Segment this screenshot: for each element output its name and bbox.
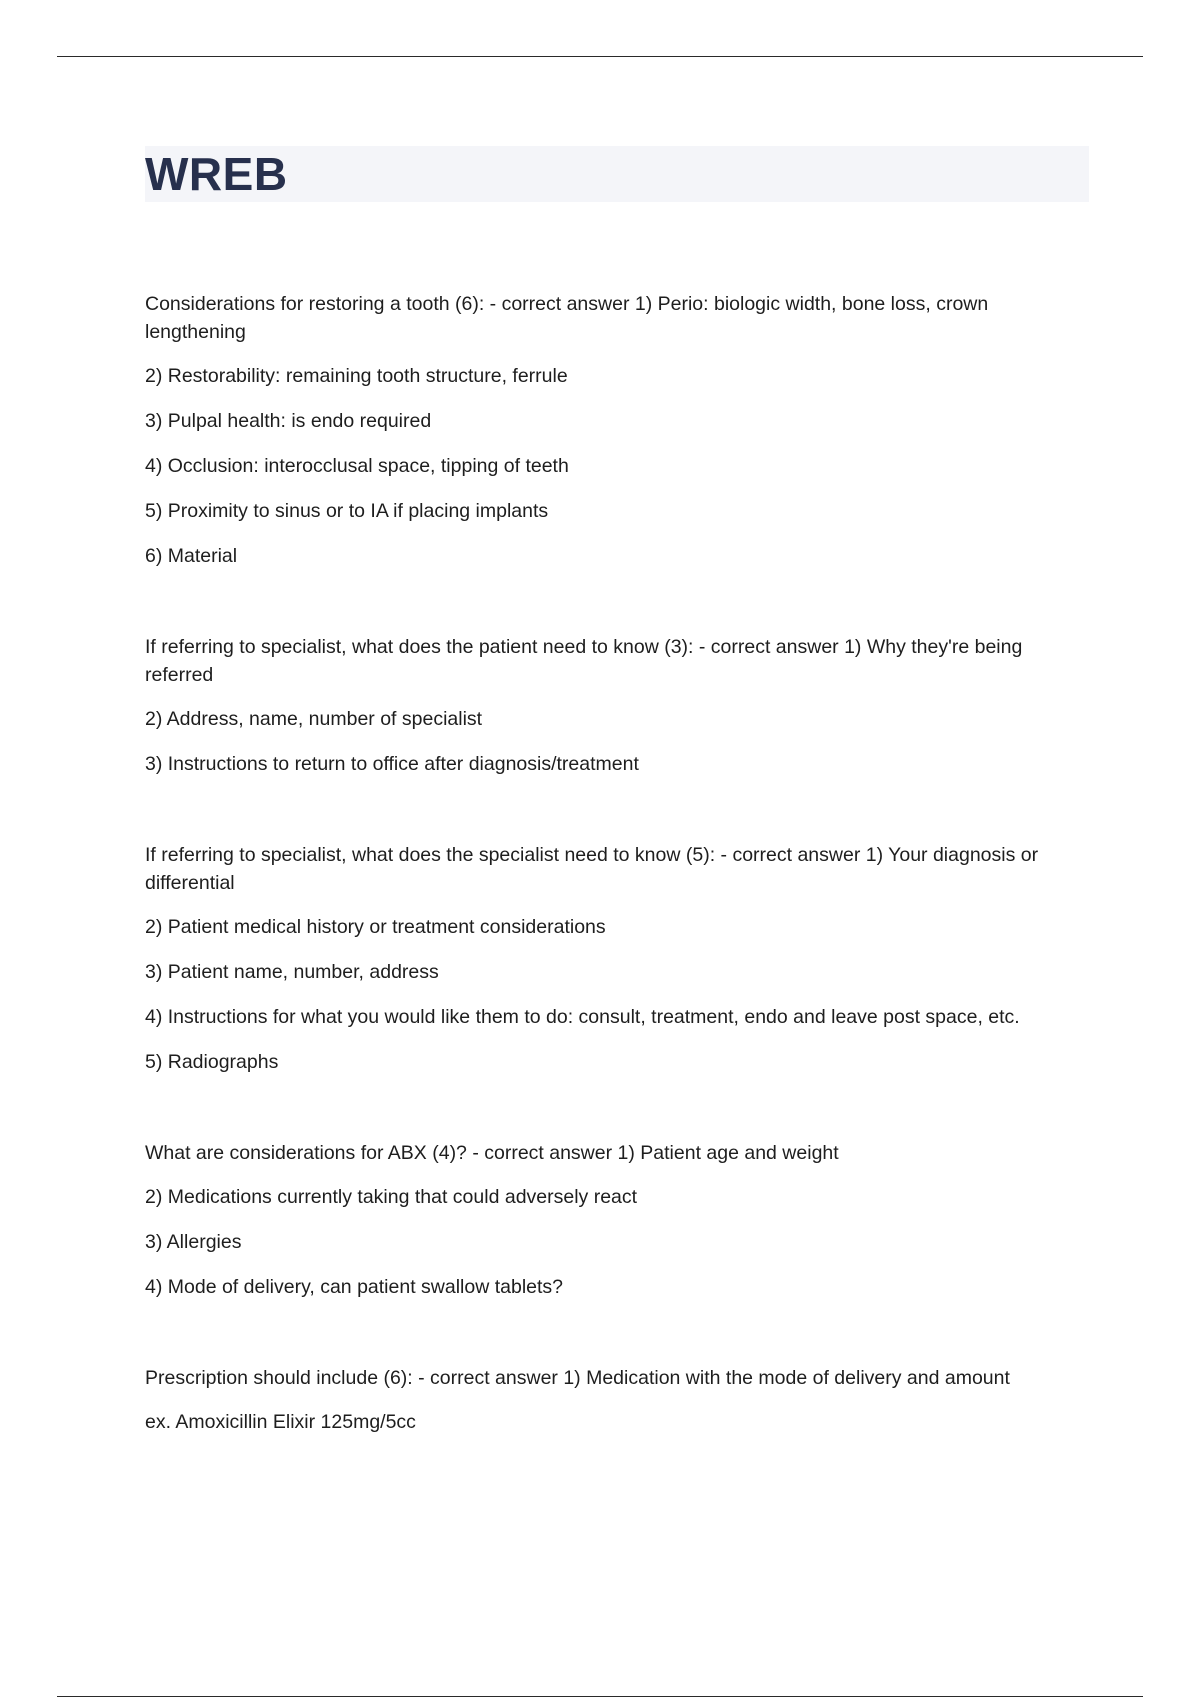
answer-line: 5) Proximity to sinus or to IA if placing implants	[145, 500, 549, 522]
answer-line: ex. Amoxicillin Elixir 125mg/5cc	[145, 1411, 416, 1433]
answer-line: 2) Medications currently taking that could adversely react	[145, 1186, 638, 1208]
answer-line: 3) Instructions to return to office after diagnosis/treatment	[145, 753, 639, 775]
question: If referring to specialist, what does the patient need to know (3): - correct answer 1) Why they're being referred	[145, 636, 1023, 686]
bottom-rule	[57, 1696, 1143, 1697]
answer-line: 2) Restorability: remaining tooth structure, ferrule	[145, 365, 568, 387]
document-title: WREB	[145, 148, 288, 200]
qa-card	[145, 841, 1089, 1076]
answer-line: 3) Pulpal health: is endo required	[145, 410, 432, 432]
qa-card	[145, 290, 1089, 570]
answer-line: 2) Patient medical history or treatment considerations	[145, 916, 606, 938]
answer-line: 2) Address, name, number of specialist	[145, 708, 483, 730]
question: Prescription should include (6): - correct answer 1) Medication with the mode of delivery and amount	[145, 1367, 1010, 1389]
answer-line: 6) Material	[145, 545, 238, 567]
answer-line: 3) Allergies	[145, 1231, 242, 1253]
document-body	[145, 290, 1089, 1499]
top-rule	[57, 56, 1143, 57]
question: Considerations for restoring a tooth (6): - correct answer 1) Perio: biologic width, bone loss, crown lengthening	[145, 293, 989, 343]
question: If referring to specialist, what does the specialist need to know (5): - correct answer 1) Your diagnosis or differential	[145, 844, 1039, 894]
answer-line: 4) Mode of delivery, can patient swallow tablets?	[145, 1276, 564, 1298]
answer-line: 4) Instructions for what you would like them to do: consult, treatment, endo and leave post space, etc.	[145, 1006, 1020, 1028]
qa-card	[145, 1364, 1089, 1436]
qa-card	[145, 633, 1089, 778]
qa-card	[145, 1139, 1089, 1301]
answer-line: 3) Patient name, number, address	[145, 961, 439, 983]
answer-line: 5) Radiographs	[145, 1051, 279, 1073]
question: What are considerations for ABX (4)? - correct answer 1) Patient age and weight	[145, 1142, 839, 1164]
answer-line: 4) Occlusion: interocclusal space, tipping of teeth	[145, 455, 569, 477]
